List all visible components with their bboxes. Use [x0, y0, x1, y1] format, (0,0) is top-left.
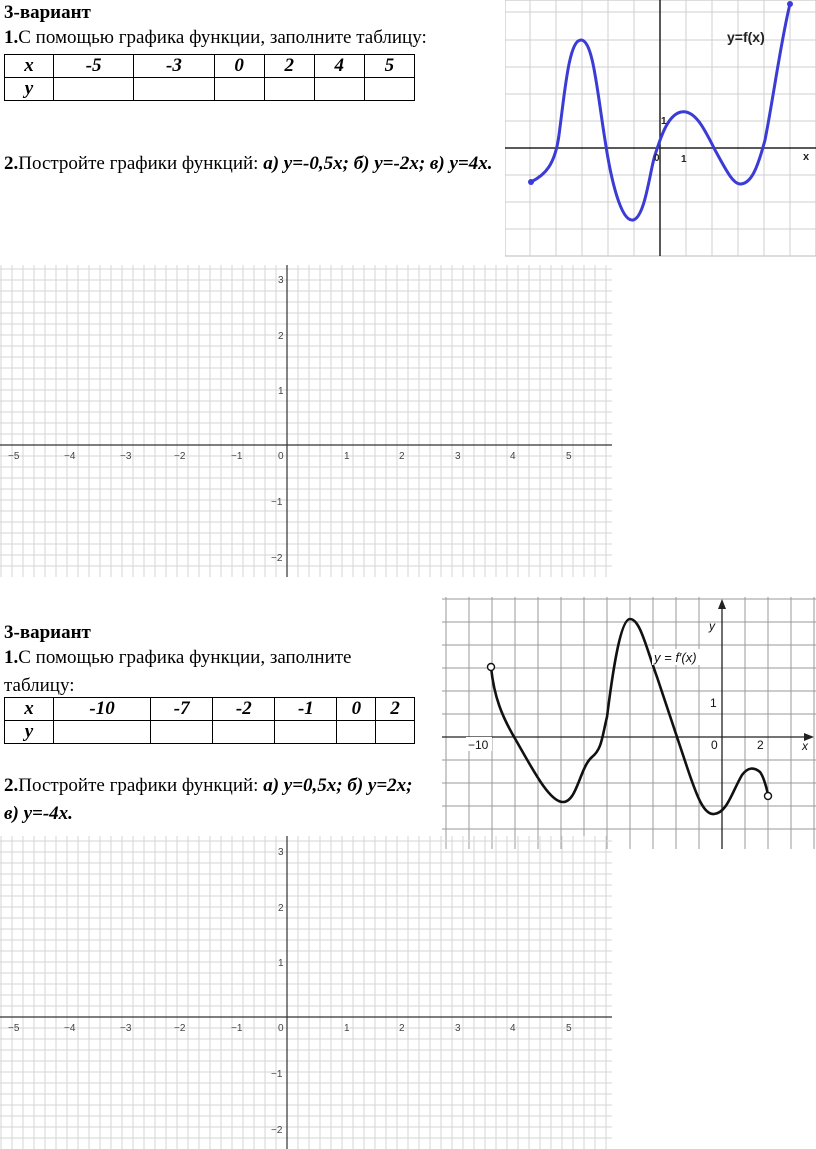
v2-grid-x-tick: 3	[455, 1023, 461, 1034]
v1-curve-endpoint	[528, 179, 534, 185]
v2-table-y-cell[interactable]	[275, 721, 337, 744]
v2-table-x-cell: -2	[213, 698, 275, 721]
v1-grid-y-tick: 2	[278, 331, 284, 342]
v2-table-y-cell[interactable]	[54, 721, 151, 744]
v1-grid-y-tick: −1	[271, 497, 283, 508]
v2-task2-functions: а) y=0,5x; б) y=2x; в) y=-4x.	[4, 775, 413, 824]
v2-grid-x-tick: 5	[566, 1023, 572, 1034]
v2-table-x-cell: 2	[376, 698, 415, 721]
v2-table-x-cell: -1	[275, 698, 337, 721]
v1-grid-x-tick: 5	[566, 451, 572, 462]
v2-grid-y-tick: −1	[271, 1069, 283, 1080]
v1-table-y-cell[interactable]	[364, 78, 414, 101]
v1-grid-x-tick: 4	[510, 451, 516, 462]
v2-coordinate-grid	[0, 836, 612, 1149]
v1-table-y-cell[interactable]	[134, 78, 214, 101]
v1-grid-x-tick: 3	[455, 451, 461, 462]
v2-curve-open-endpoint	[765, 793, 772, 800]
v2-table-x-label: x	[5, 698, 54, 721]
v2-task2-number: 2.	[4, 775, 19, 796]
v2-table-x-cell: -7	[151, 698, 213, 721]
v2-grid-tick-labels	[8, 847, 572, 1136]
v1-table	[4, 54, 415, 101]
v2-task2	[4, 772, 424, 828]
v2-task2-text: Постройте графики функций:	[18, 775, 264, 796]
v2-task1-text: С помощью графика функции, заполните таблицу:	[4, 647, 352, 696]
v1-coordinate-grid-lines	[0, 265, 612, 577]
v2-grid-y-tick: 2	[278, 903, 284, 914]
v2-curve-open-endpoint	[488, 664, 495, 671]
v2-grid-x-tick: −2	[174, 1023, 186, 1034]
v2-graph-origin-label: 0	[711, 738, 718, 752]
v2-grid-y-tick: 3	[278, 847, 284, 858]
v1-table-x-label: x	[5, 55, 54, 78]
v2-graph-y-axis-label: y	[709, 619, 715, 633]
v1-table-y-label: y	[5, 78, 54, 101]
v1-grid-x-tick: −5	[8, 451, 20, 462]
v1-task2	[4, 150, 494, 178]
v1-grid-x-tick: 0	[278, 451, 284, 462]
v1-grid-x-tick: −1	[231, 451, 243, 462]
v1-grid-x-tick: 2	[399, 451, 405, 462]
v1-grid-y-tick: −2	[271, 553, 283, 564]
v1-title: 3-вариант	[4, 2, 91, 23]
v1-task2-number: 2.	[4, 153, 19, 174]
v1-table-x-cell: -5	[54, 55, 134, 78]
v1-grid-tick-labels	[8, 275, 572, 564]
v1-grid-x-tick: −4	[64, 451, 76, 462]
v2-title: 3-вариант	[4, 622, 91, 643]
v2-grid-x-tick: 4	[510, 1023, 516, 1034]
v1-grid-x-tick: 1	[344, 451, 350, 462]
v1-task2-text: Постройте графики функций:	[18, 153, 264, 174]
v2-table	[4, 697, 415, 744]
v2-graph-two-label: 2	[757, 738, 764, 752]
v2-graph-background	[442, 597, 816, 849]
v2-table-y-cell[interactable]	[151, 721, 213, 744]
v2-table-y-cell[interactable]	[376, 721, 415, 744]
v1-table-y-cell[interactable]	[314, 78, 364, 101]
v2-graph-x-axis-label: x	[802, 739, 808, 753]
v1-task1-number: 1.	[4, 27, 19, 48]
v1-graph-label: y=f(x)	[727, 29, 765, 45]
v1-table-x-cell: 5	[364, 55, 414, 78]
v1-table-y-cell[interactable]	[54, 78, 134, 101]
v2-table-y-cell[interactable]	[213, 721, 275, 744]
v1-grid-y-tick: 1	[278, 386, 284, 397]
v1-grid-x-tick: −2	[174, 451, 186, 462]
v2-grid-y-tick: −2	[271, 1125, 283, 1136]
v2-grid-x-tick: 1	[344, 1023, 350, 1034]
v1-grid-x-tick: −3	[120, 451, 132, 462]
v1-task1-text: С помощью графика функции, заполните таблицу:	[18, 27, 427, 48]
v1-table-x-cell: 0	[214, 55, 264, 78]
v1-coordinate-grid	[0, 265, 612, 577]
v1-function-graph	[505, 0, 816, 262]
v2-grid-x-tick: −4	[64, 1023, 76, 1034]
v1-curve-endpoint	[787, 1, 793, 7]
v2-grid-x-tick: 2	[399, 1023, 405, 1034]
v2-table-y-label: y	[5, 721, 54, 744]
v2-table-y-cell[interactable]	[337, 721, 376, 744]
v2-grid-x-tick: −1	[231, 1023, 243, 1034]
v2-graph-minus-ten-label: −10	[468, 738, 489, 752]
v1-graph-one-x-label: 1	[681, 154, 687, 165]
v1-table-y-cell[interactable]	[214, 78, 264, 101]
v1-graph-one-y-label: 1	[661, 116, 667, 127]
v1-task2-functions: а) y=-0,5x; б) y=-2x; в) y=4x.	[263, 153, 493, 174]
v1-table-x-cell: -3	[134, 55, 214, 78]
v2-coordinate-grid-lines	[0, 836, 612, 1149]
v2-task1-number: 1.	[4, 647, 19, 668]
v2-grid-x-tick: −3	[120, 1023, 132, 1034]
v2-task1	[4, 644, 424, 700]
v1-task1	[4, 24, 484, 52]
v2-table-x-cell: -10	[54, 698, 151, 721]
v2-table-x-cell: 0	[337, 698, 376, 721]
v2-grid-x-tick: −5	[8, 1023, 20, 1034]
v1-table-x-cell: 2	[264, 55, 314, 78]
v2-graph-one-y-label: 1	[710, 696, 717, 710]
v2-grid-y-tick: 1	[278, 958, 284, 969]
v1-table-x-cell: 4	[314, 55, 364, 78]
v1-graph-origin-label: 0	[654, 153, 660, 164]
v1-graph-x-axis-label: x	[803, 151, 810, 163]
v2-derivative-graph	[442, 597, 816, 849]
v2-graph-label: y = f′(x)	[654, 650, 697, 665]
v1-grid-y-tick: 3	[278, 275, 284, 286]
v1-table-y-cell[interactable]	[264, 78, 314, 101]
v2-grid-x-tick: 0	[278, 1023, 284, 1034]
